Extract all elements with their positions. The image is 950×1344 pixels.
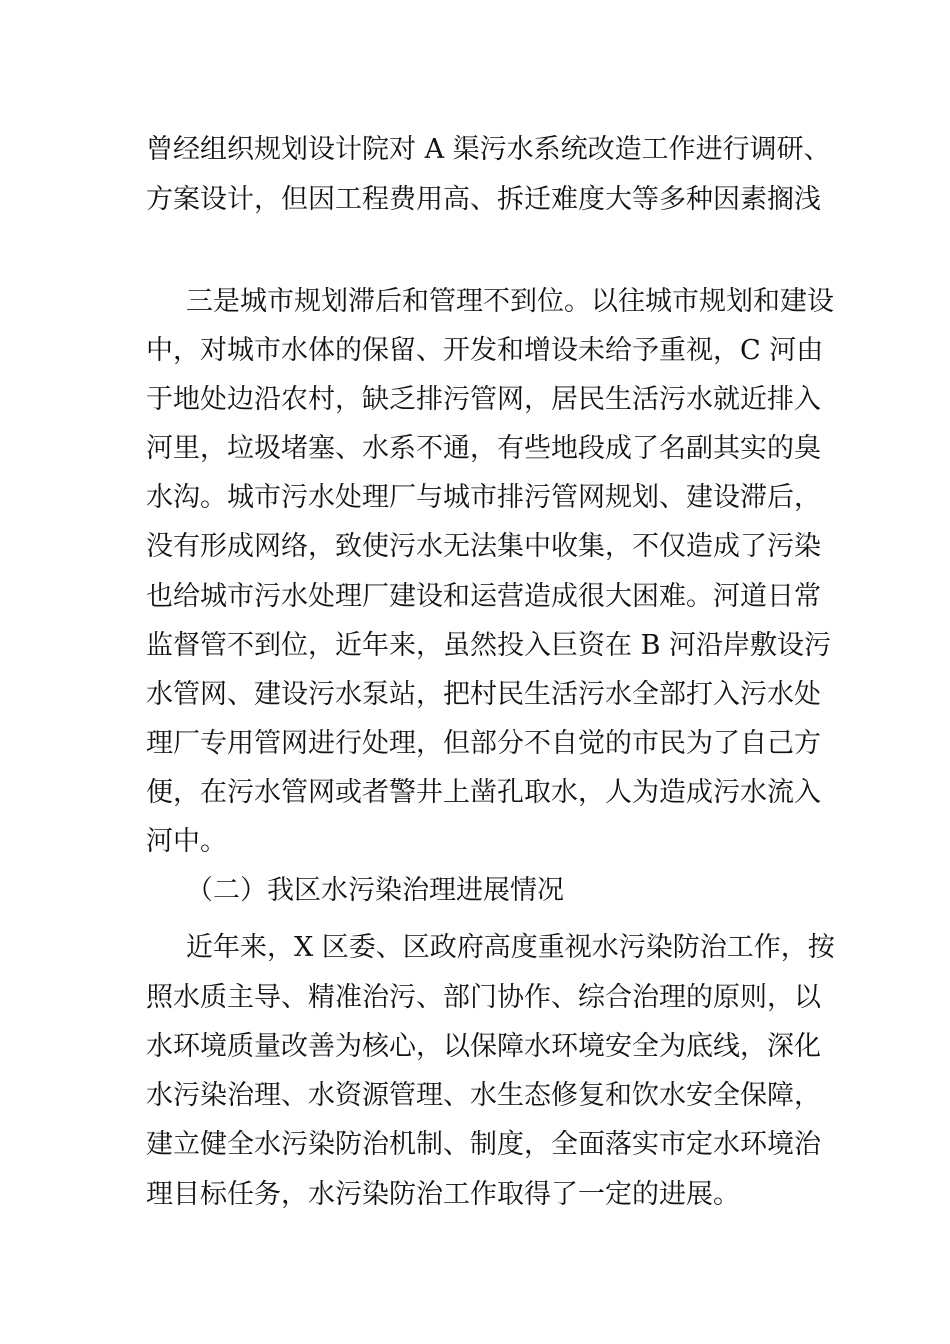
paragraph-3-line-5: 建立健全水污染防治机制、制度，全面落实市定水环境治 [146,1129,821,1160]
paragraph-3-line-1: 近年来，X 区委、区政府高度重视水污染防治工作，按 [186,932,835,963]
paragraph-2-line-3: 于地处边沿农村，缺乏排污管网，居民生活污水就近排入 [146,384,821,415]
paragraph-3-line-3: 水环境质量改善为核心，以保障水环境安全为底线，深化 [146,1031,821,1062]
section-heading: （二）我区水污染治理进展情况 [186,875,564,906]
paragraph-2-line-9: 水管网、建设污水泵站，把村民生活污水全部打入污水处 [146,679,821,710]
paragraph-2-line-10: 理厂专用管网进行处理，但部分不自觉的市民为了自己方 [146,728,821,759]
paragraph-2-line-8: 监督管不到位，近年来，虽然投入巨资在 B 河沿岸敷设污 [146,630,832,661]
paragraph-1-line-2: 方案设计，但因工程费用高、拆迁难度大等多种因素搁浅 [146,184,821,215]
paragraph-2-line-12: 河中。 [146,826,227,857]
paragraph-2-line-6: 没有形成网络，致使污水无法集中收集，不仅造成了污染 [146,531,821,562]
paragraph-3-line-6: 理目标任务，水污染防治工作取得了一定的进展。 [146,1179,740,1210]
paragraph-2-line-4: 河里，垃圾堵塞、水系不通，有些地段成了名副其实的臭 [146,433,821,464]
paragraph-2-line-2: 中，对城市水体的保留、开发和增设未给予重视，C 河由 [146,335,824,366]
paragraph-3-line-4: 水污染治理、水资源管理、水生态修复和饮水安全保障， [146,1080,821,1111]
paragraph-2-line-7: 也给城市污水处理厂建设和运营造成很大困难。河道日常 [146,581,821,612]
paragraph-2-line-5: 水沟。城市污水处理厂与城市排污管网规划、建设滞后， [146,482,821,513]
paragraph-3-line-2: 照水质主导、精准治污、部门协作、综合治理的原则，以 [146,982,821,1013]
paragraph-2-line-11: 便，在污水管网或者警井上凿孔取水，人为造成污水流入 [146,777,821,808]
paragraph-1-line-1: 曾经组织规划设计院对 A 渠污水系统改造工作进行调研、 [146,134,831,165]
paragraph-2-line-1: 三是城市规划滞后和管理不到位。以往城市规划和建设 [186,286,834,317]
